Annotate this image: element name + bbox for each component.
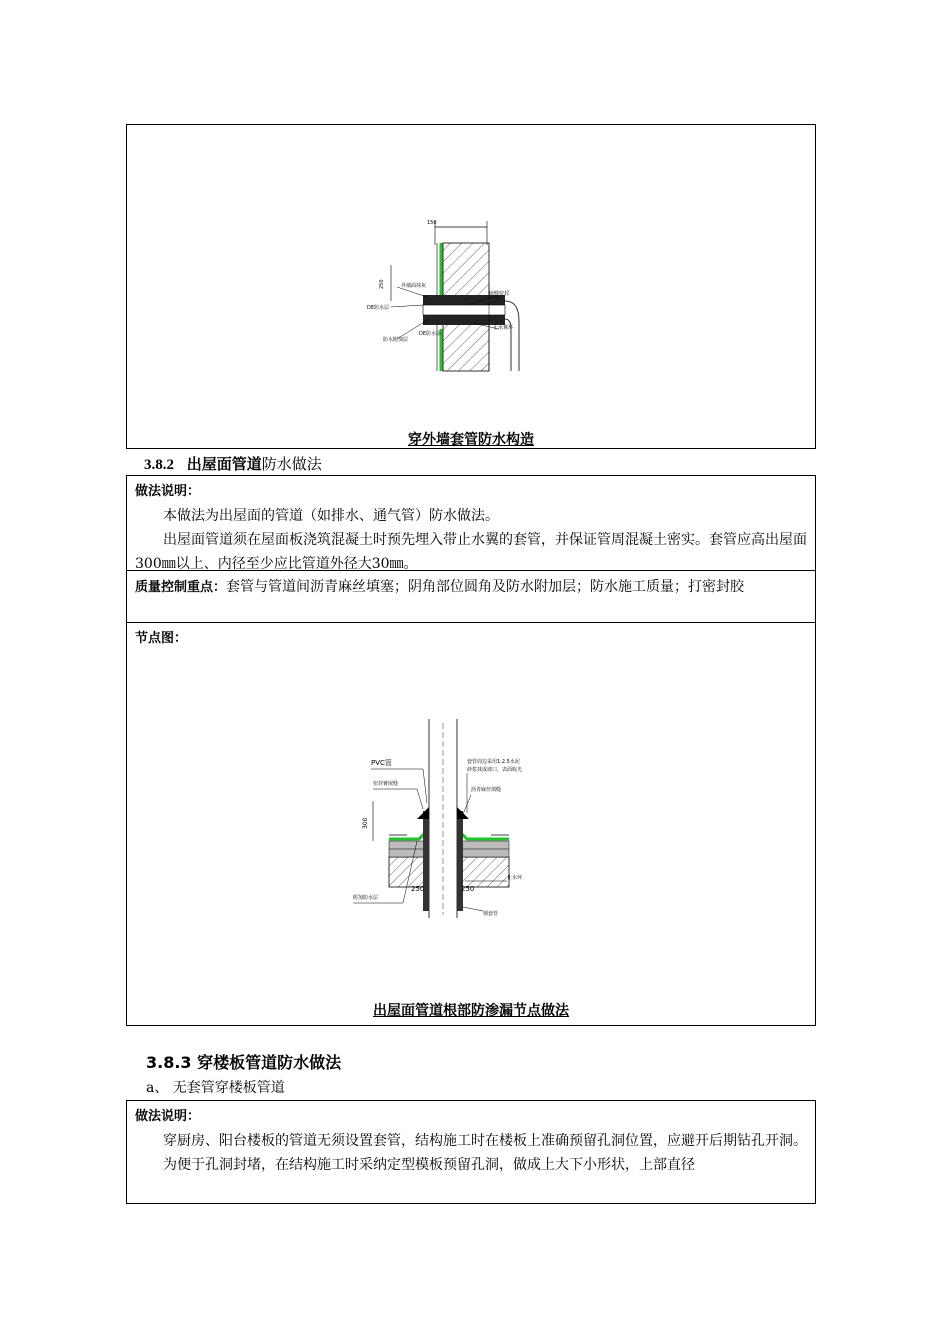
method-383-para-1: 穿厨房、阳台楼板的管道无须设置套管，结构施工时在楼板上准确预留孔洞位置，应避开后期钻孔开洞。 — [163, 1133, 807, 1149]
method-para-2: 出屋面管道须在屋面板浇筑混凝土时预先埋入带止水翼的套管，并保证管周混凝土密实。套管应高出屋面300㎜以上、内径至少应比管道外径大30㎜。 — [135, 532, 807, 572]
section-383-sub: a、 无套管穿楼板管道 — [146, 1080, 285, 1096]
label-additional-layer: 附加防水层 — [353, 895, 379, 901]
dim-label-250: 250 — [379, 279, 385, 289]
figure-wall-sleeve — [126, 124, 816, 449]
label-plaster: 外墙面抹灰 — [401, 283, 427, 289]
section-383-title: 3.8.3 穿楼板管道防水做法 — [146, 1053, 342, 1072]
label-pvc: PVC管 — [371, 759, 392, 767]
dim-label-300: 300 — [362, 817, 369, 829]
wall-sleeve-diagram — [127, 125, 817, 425]
label-sealant: 密封膏嵌缝 — [373, 781, 399, 787]
label-mortar-1: 套管周边采用1:2.5水泥 — [467, 759, 520, 765]
node-label: 节点图： — [135, 631, 188, 646]
method-383-para-2: 为便于孔洞封堵，在结构施工时采纳定型模板预留孔洞，做成上大下小形状，上部直径 — [163, 1157, 695, 1173]
figure1-caption: 穿外墙套管防水构造 — [408, 432, 534, 448]
method-para-1: 本做法为出屋面的管道（如排水、通气管）防水做法。 — [163, 508, 499, 524]
roof-pipe-diagram — [127, 623, 817, 993]
section-382-title-rest: 防水做法 — [261, 455, 322, 473]
section-382-number: 3.8.2 — [144, 457, 174, 473]
table-382 — [126, 475, 816, 1026]
dim-label-250-right: 250 — [461, 885, 475, 893]
table-383 — [126, 1100, 816, 1204]
section-383-heading — [146, 1050, 341, 1073]
dim-label-150: 150 — [427, 220, 437, 226]
label-mortar-2: 砂浆抹成坡口，表面收光 — [467, 767, 523, 773]
label-water-ring: 止水翼环 — [493, 325, 514, 331]
figure2-caption: 出屋面管道根部防渗漏节点做法 — [373, 1003, 569, 1019]
section-382-heading — [144, 453, 322, 474]
dim-label-250-left: 250 — [411, 885, 425, 893]
method-label-383: 做法说明： — [135, 1109, 201, 1124]
qc-label: 质量控制重点： — [135, 580, 227, 595]
label-seal: 嵌缝密封 — [489, 291, 510, 297]
qc-text: 套管与管道间沥青麻丝填塞；阴角部位圆角及防水附加层；防水施工质量；打密封胶 — [226, 579, 745, 595]
label-coating: DE防水涂 — [419, 331, 442, 337]
method-label: 做法说明： — [135, 484, 201, 499]
label-additional: 防水附加层 — [383, 337, 409, 343]
label-water-stop-ring: 止水环 — [507, 875, 523, 881]
label-steel-sleeve: 钢套管 — [483, 911, 499, 917]
section-382-title-bold: 出屋面管道 — [186, 455, 262, 473]
label-hemp: 沥青麻丝填缝 — [471, 787, 502, 793]
method-cell-383 — [127, 1101, 815, 1180]
qc-cell — [127, 571, 815, 623]
method-cell — [127, 476, 815, 571]
label-membrane: DE防水层 — [367, 305, 390, 311]
node-cell — [127, 623, 815, 1025]
